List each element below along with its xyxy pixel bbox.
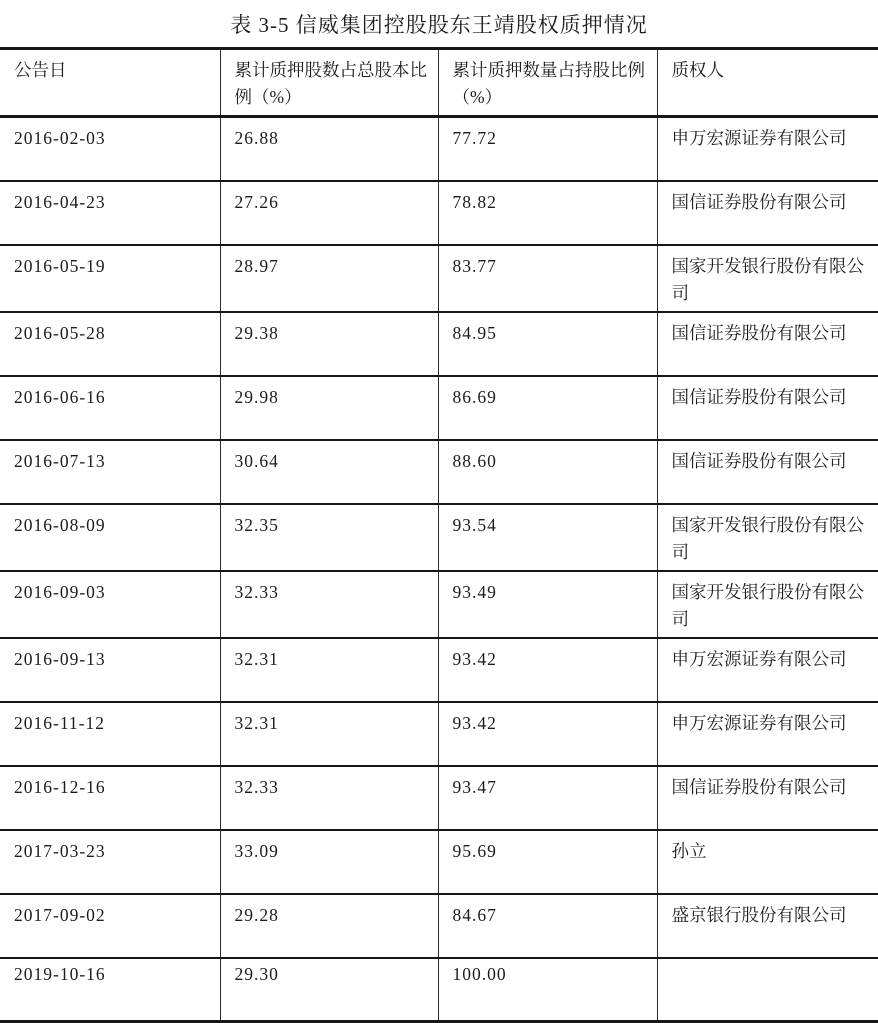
cell-pct-total: 30.64 (220, 440, 438, 504)
table-row (0, 440, 878, 504)
cell-date: 2016-09-13 (14, 648, 106, 669)
col-header-announce-date: 公告日 (14, 60, 67, 80)
cell-pct-holding: 88.60 (438, 440, 657, 504)
cell-pledgee (657, 958, 878, 1022)
table-row (0, 376, 878, 440)
cell-date: 2017-03-23 (14, 840, 106, 861)
cell-pct-total: 29.98 (220, 376, 438, 440)
cell-pledgee: 国信证券股份有限公司 (657, 766, 878, 830)
cell-pct-holding: 93.49 (438, 571, 657, 638)
cell-pct-total: 29.28 (220, 894, 438, 958)
cell-pledgee: 国家开发银行股份有限公司 (657, 504, 878, 571)
table-row (0, 766, 878, 830)
cell-date: 2017-09-02 (14, 904, 106, 925)
table-row (0, 245, 878, 312)
cell-pct-holding: 95.69 (438, 830, 657, 894)
pledge-table (0, 47, 878, 1023)
cell-pledgee: 申万宏源证券有限公司 (657, 117, 878, 181)
cell-pledgee: 盛京银行股份有限公司 (657, 894, 878, 958)
cell-date: 2016-09-03 (14, 581, 106, 602)
table-row (0, 181, 878, 245)
col-header-pct-total-shares: 累计质押股数占总股本比例（%） (220, 49, 438, 117)
cell-date: 2016-08-09 (14, 514, 106, 535)
cell-pct-holding: 86.69 (438, 376, 657, 440)
table-row (0, 571, 878, 638)
table-row (0, 894, 878, 958)
cell-pct-total: 32.33 (220, 766, 438, 830)
col-header-pledgee: 质权人 (657, 49, 878, 117)
table-row (0, 702, 878, 766)
cell-pct-total: 28.97 (220, 245, 438, 312)
cell-pct-total: 32.31 (220, 702, 438, 766)
cell-pledgee: 国信证券股份有限公司 (657, 440, 878, 504)
cell-pct-total: 32.31 (220, 638, 438, 702)
cell-pct-holding: 78.82 (438, 181, 657, 245)
table-row (0, 830, 878, 894)
cell-date: 2016-07-13 (14, 450, 106, 471)
table-row (0, 117, 878, 181)
cell-pledgee: 国信证券股份有限公司 (657, 312, 878, 376)
cell-date: 2016-02-03 (14, 128, 106, 148)
cell-pledgee: 国信证券股份有限公司 (657, 181, 878, 245)
cell-pct-holding: 93.42 (438, 702, 657, 766)
cell-pct-holding: 83.77 (438, 245, 657, 312)
cell-pct-holding: 77.72 (438, 117, 657, 181)
cell-pledgee: 国信证券股份有限公司 (657, 376, 878, 440)
cell-date: 2016-12-16 (14, 776, 106, 797)
cell-date: 2016-05-28 (14, 322, 106, 343)
cell-pct-holding: 84.67 (438, 894, 657, 958)
table-title: 表 3-5 信威集团控股股东王靖股权质押情况 (230, 13, 648, 37)
cell-pledgee: 申万宏源证券有限公司 (657, 638, 878, 702)
cell-pct-holding: 93.42 (438, 638, 657, 702)
cell-pledgee: 申万宏源证券有限公司 (657, 702, 878, 766)
cell-date: 2016-06-16 (14, 386, 106, 407)
table-row (0, 504, 878, 571)
cell-pledgee: 孙立 (657, 830, 878, 894)
table-row (0, 312, 878, 376)
header-row (0, 49, 878, 117)
cell-pct-holding: 84.95 (438, 312, 657, 376)
cell-pct-total: 26.88 (220, 117, 438, 181)
cell-pct-holding: 93.54 (438, 504, 657, 571)
table-row (0, 958, 878, 1022)
col-header-pct-holding: 累计质押数量占持股比例（%） (438, 49, 657, 117)
cell-pct-total: 32.33 (220, 571, 438, 638)
cell-date: 2019-10-16 (14, 963, 106, 984)
table-row (0, 638, 878, 702)
cell-date: 2016-05-19 (14, 255, 106, 276)
cell-pledgee: 国家开发银行股份有限公司 (657, 245, 878, 312)
cell-pct-total: 33.09 (220, 830, 438, 894)
cell-pct-total: 29.38 (220, 312, 438, 376)
cell-pct-total: 29.30 (220, 958, 438, 1022)
cell-pct-total: 32.35 (220, 504, 438, 571)
cell-pct-holding: 93.47 (438, 766, 657, 830)
cell-pct-total: 27.26 (220, 181, 438, 245)
cell-date: 2016-11-12 (14, 712, 106, 733)
cell-pledgee: 国家开发银行股份有限公司 (657, 571, 878, 638)
cell-pct-holding: 100.00 (438, 958, 657, 1022)
cell-date: 2016-04-23 (14, 191, 106, 212)
